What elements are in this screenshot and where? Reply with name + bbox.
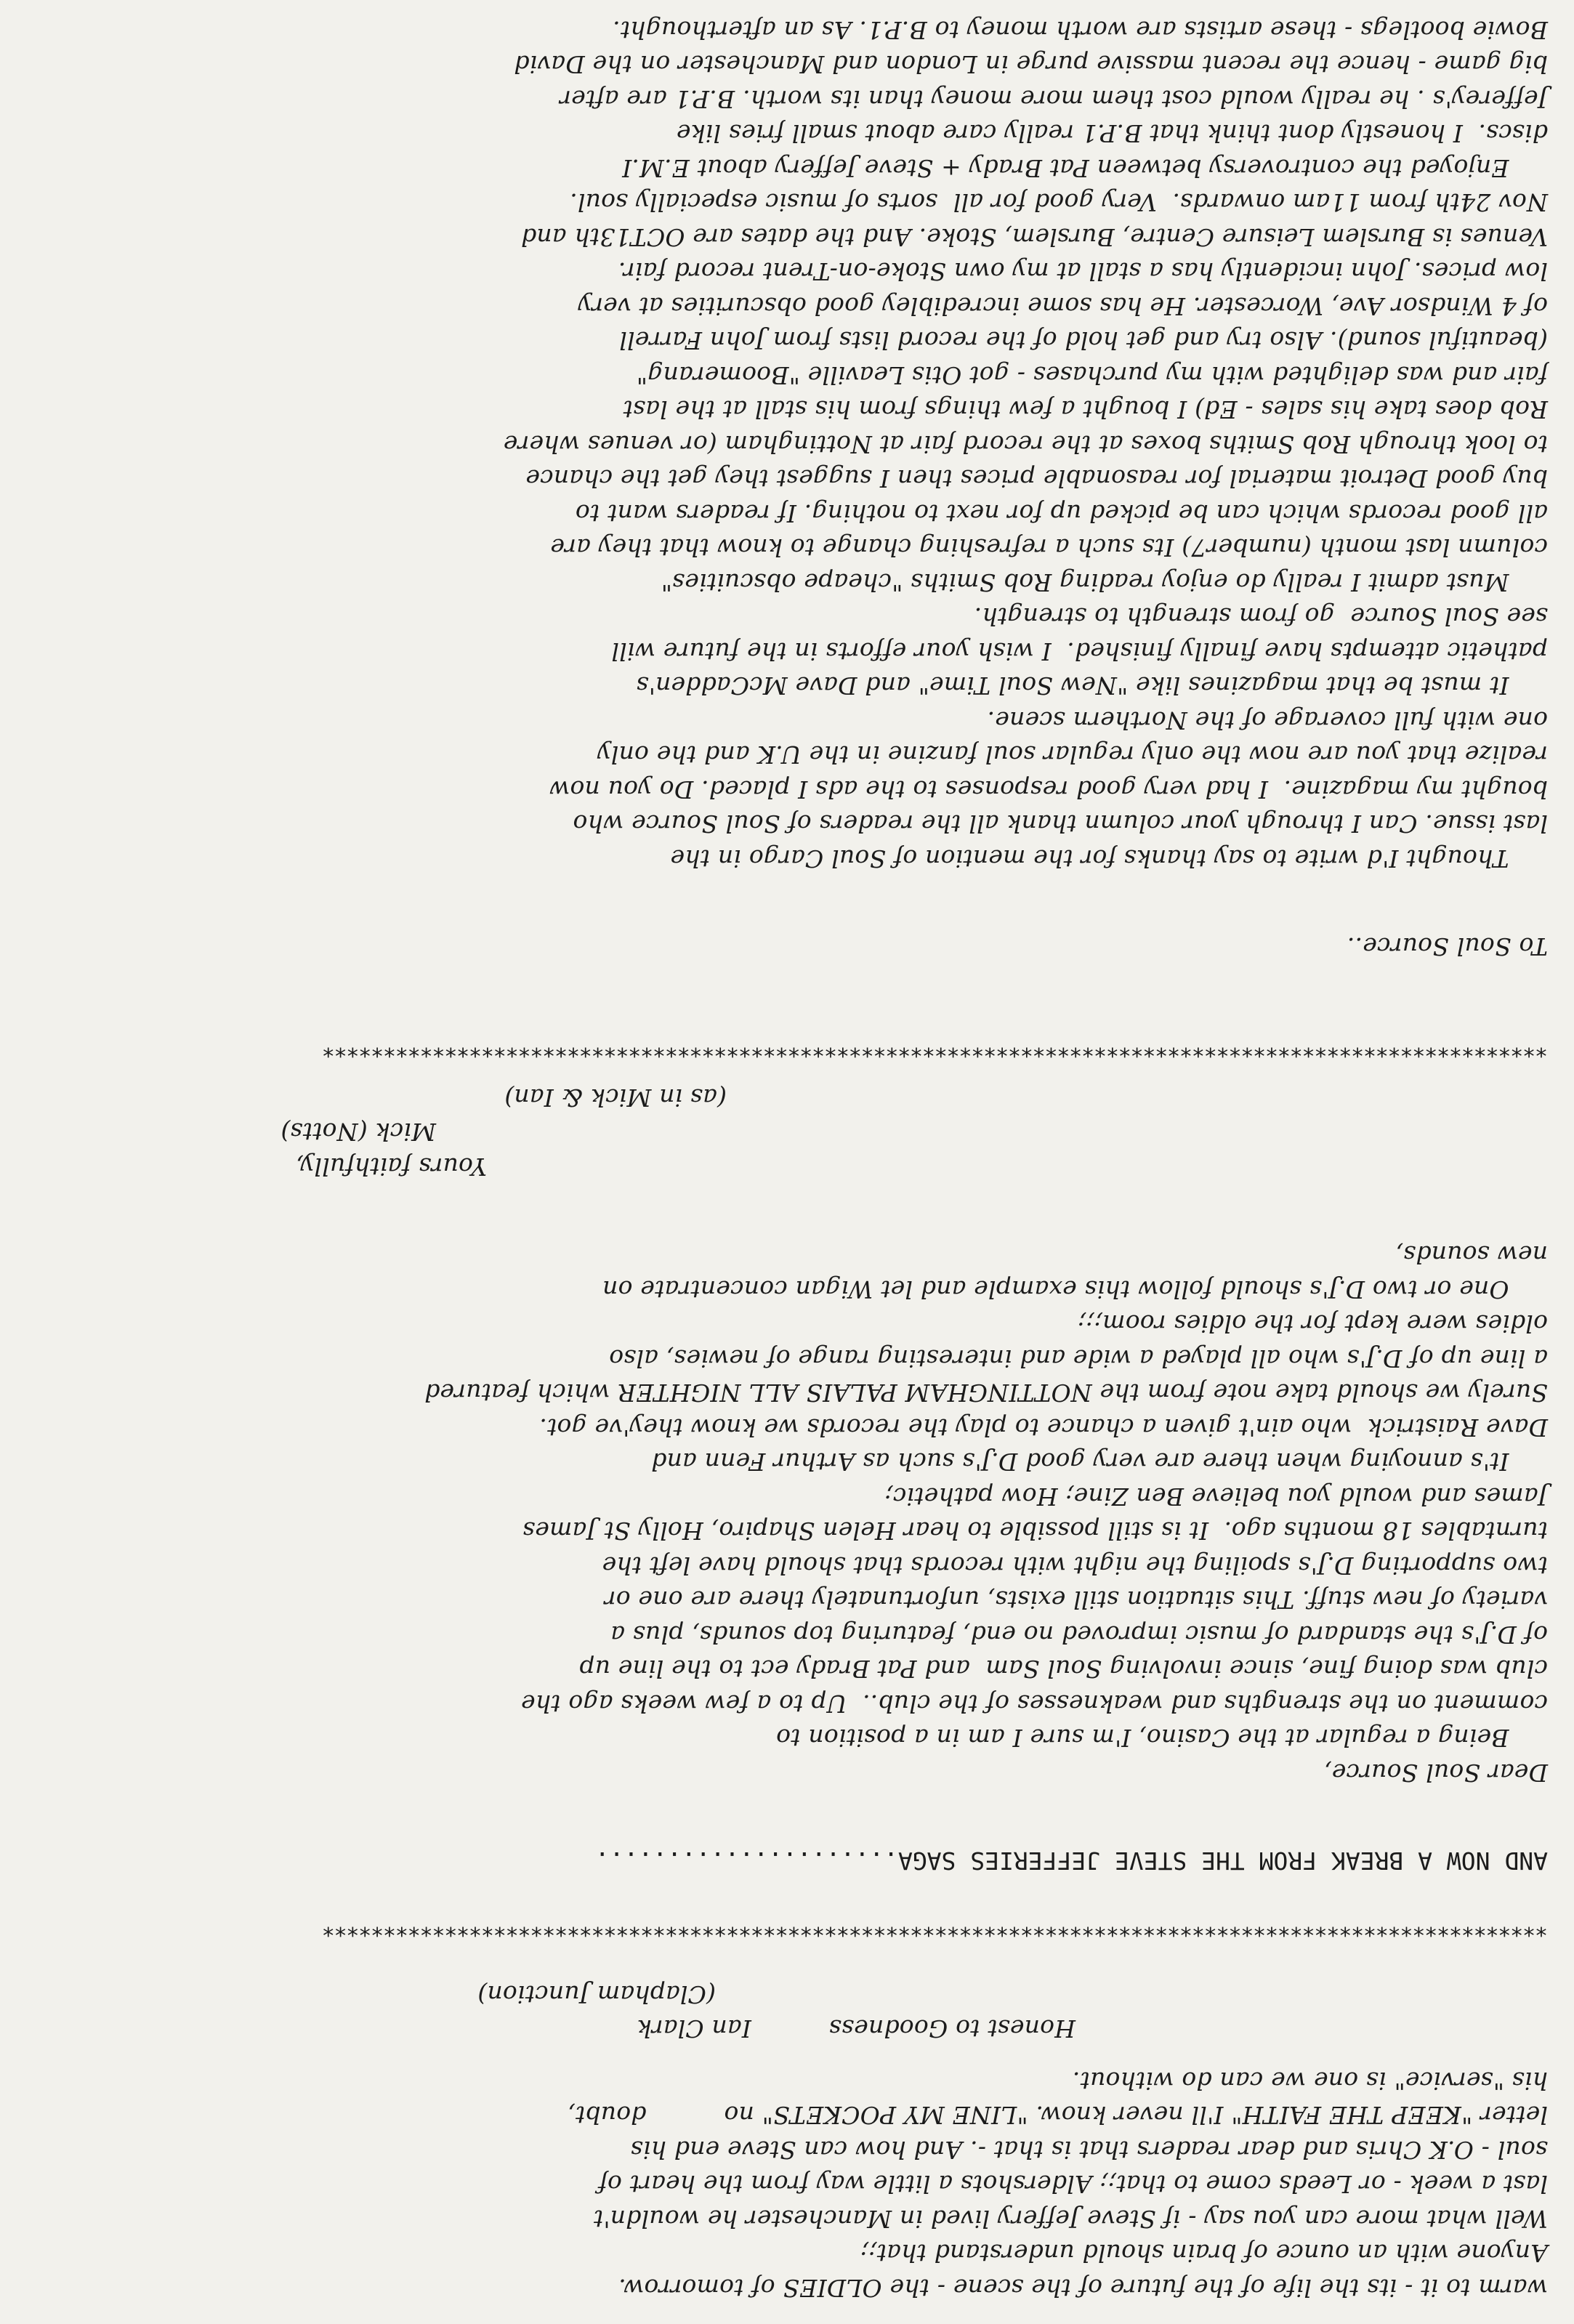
letter-line: warm to it - its the life of the future of the scene - the OLDIES of tomorrow.	[618, 2274, 1548, 2302]
letter-line: Anyone with an ounce of brain should understand that;;	[860, 2239, 1548, 2268]
letter-line: Surely we should take note from the NOTTINGHAM PALAIS ALL NIGHTER which featured	[424, 1379, 1548, 1408]
letter-line: letter "KEEP THE FAITH" I'll never know. "LINE MY POCKETS" no doubt,	[568, 2101, 1548, 2130]
letter-line: Well what more can you say - if Steve Jeffery lived in Manchester he wouldn't	[593, 2205, 1548, 2233]
letter-line: Venues is Burslem Leisure Centre, Burslem, Stoke. And the dates are OCT13th and	[520, 223, 1548, 251]
letter-line: last issue. Can I through your column thank all the readers of Soul Source who	[573, 810, 1548, 839]
letter-casino	[33, 1081, 1548, 1791]
letter-closing: Yours faithfully,	[296, 1153, 487, 1181]
letter-line: Rob does take his sales - Ed) I bought a few things from his stall at the last	[623, 395, 1548, 424]
letter-line: low prices. John incidently has a stall at my own Stoke-on-Trent record fair.	[618, 257, 1548, 286]
letter-line: column last month (number7) Its such a refreshing change to know that they are	[550, 533, 1548, 562]
letter-line: soul - O.K Chris and dear readers that is that -. And how can Steve end his	[630, 2136, 1548, 2164]
letter-line: see Soul Source go from strength to strength.	[974, 602, 1548, 632]
letter-line: James and would you believe Ben Zine; How pathetic;	[884, 1482, 1548, 1511]
letter-line: variety of new stuff. This situation still exists, unfortunately there are one or	[604, 1586, 1548, 1615]
letter-line: One or two D.J's should follow this example and let Wigan concentrate on	[602, 1275, 1548, 1304]
letter-line: realize that you are now the only regular soul fanzine in the U.K and the only	[597, 741, 1548, 770]
letter-salutation: To Soul Source..	[1347, 932, 1548, 961]
letter-line: last a week - or Leeds come to that;; Aldershots a little way from the heart of	[598, 2170, 1548, 2199]
letter-line: his "service" is one we can do without.	[1072, 2067, 1548, 2095]
letter-line: bought my magazine. I had very good responses to the ads I placed. Do you now	[549, 775, 1548, 804]
section-break-heading: AND NOW A BREAK FROM THE STEVE JEFFERIES SAGA.....................	[594, 1847, 1548, 1876]
letter-line: of 4 Windsor Ave, Worcester. He has some incredibley good obscurities at very	[578, 292, 1548, 320]
letter-line: big game - hence the recent massive purge in London and Manchester on the David	[514, 50, 1548, 79]
letter-line: Bowie bootlegs - these artists are worth money to B.P.1. As an afterthought.	[612, 16, 1548, 44]
letter-line: two supporting D.J's spoiling the night with records that should have left the	[602, 1552, 1548, 1580]
letter-line: to look through Rob Smiths boxes at the record fair at Nottingham (or venues where	[503, 430, 1548, 459]
letter-line: of D.J's the standard of music improved no end, featuring top sounds, plus a	[610, 1621, 1548, 1649]
letter-line: Enjoyed the controversy between Pat Brady + Steve Jeffery about E.M.I	[622, 154, 1548, 182]
letter-line: Jefferey's . he really would cost them more money than its worth. B.P.1 are after	[560, 85, 1548, 113]
letter-line: pathetic attempts have finally finished. I wish your efforts in the future will	[611, 637, 1548, 666]
letter-line: It must be that magazines like "New Soul Time" and Dave McCadden's	[636, 671, 1548, 701]
letter-line: comment on the strengths and weaknesses of the club.. Up to a few weeks ago the	[520, 1690, 1548, 1718]
letter-line: new sounds,	[1395, 1240, 1548, 1270]
letter-line: oldies were kept for the oldies room;;;	[1078, 1310, 1548, 1339]
separator-stars: ****************************************************************************************************	[322, 1915, 1548, 1941]
signature-name: Mick (Notts)	[281, 1118, 436, 1147]
letter-line: turntables 18 months ago. It is still possible to hear Helen Shapiro, Holly St James	[522, 1517, 1548, 1546]
signoff-line: Honest to Goodness Ian Clark	[637, 2014, 1075, 2043]
letter-soul-cargo	[33, 13, 1548, 964]
letter-continuation	[33, 1977, 1548, 2306]
letter-line: one with full coverage of the Northern scene.	[987, 706, 1548, 735]
letter-line: all good records which can be picked up for next to nothing. If readers want to	[575, 499, 1548, 528]
separator-stars: ****************************************************************************************************	[322, 1036, 1548, 1062]
letter-line: It's annoying when there are very good D.J's such as Arthur Fenn and	[651, 1448, 1548, 1477]
letter-line: Dave Raistrick who ain't given a chance to play the records we know they've got.	[539, 1413, 1548, 1442]
letter-line: (beautiful sound). Also try and get hold of the record lists from John Farrell	[619, 326, 1548, 355]
letter-line: fair and was delighted with my purchases - got Otis Leaville "Boomerang"	[636, 361, 1548, 390]
signature-note: (as in Mick & Ian)	[504, 1084, 727, 1112]
letter-line: club was doing fine, since involving Soul Sam and Pat Brady ect to the line up	[579, 1655, 1548, 1684]
letter-line: Thought I'd write to say thanks for the mention of Soul Cargo in the	[670, 844, 1548, 873]
letter-line: Nov 24th from 11am onwards. Very good for all sorts of music especially soul.	[570, 188, 1548, 217]
letter-line: Must admit I really do enjoy reading Rob Smiths "cheape obscuities"	[661, 568, 1548, 597]
letter-line: discs. I honestly dont think that B.P.1 really care about small fries like	[676, 119, 1548, 148]
letter-line: Being a regular at the Casino, I'm sure I am in a position to	[775, 1724, 1548, 1753]
letter-line: buy good Detroit material for reasonable prices then I suggest they get the chance	[525, 464, 1548, 493]
letter-line: a line up of D.J's who all played a wide and interesting range of newies, also	[609, 1344, 1548, 1373]
signoff-location: (Clapham Junction)	[477, 1980, 716, 2009]
letter-salutation: Dear Soul Source,	[1323, 1759, 1548, 1787]
